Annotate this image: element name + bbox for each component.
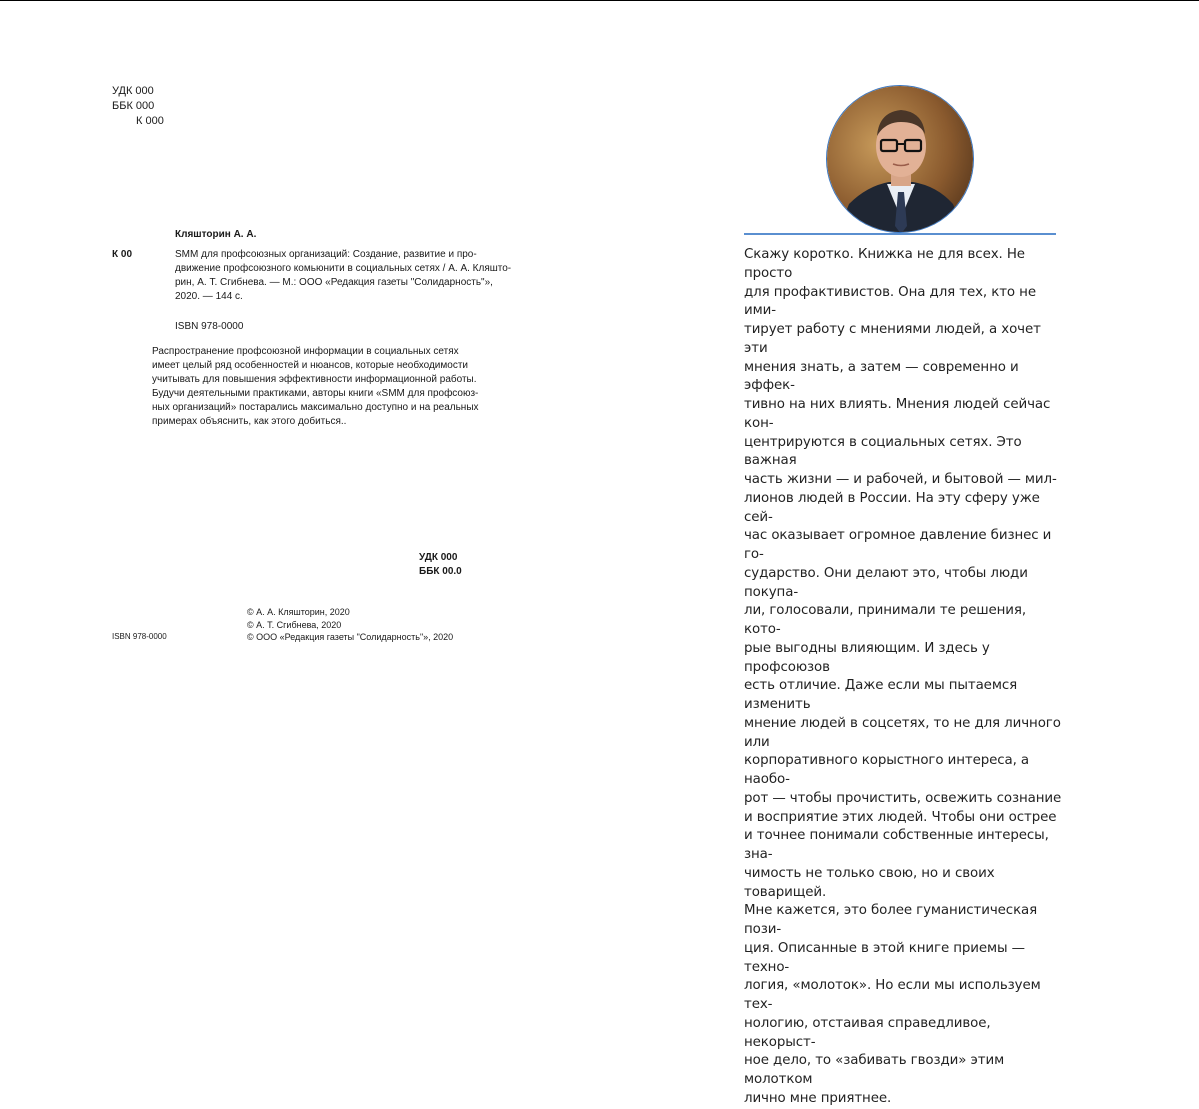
annotation: Распространение профсоюзной информации в социальных сетях имеет целый ряд особенностей и нюансов, которые необходимости учитывать для повышения эффективности информационной работы. Будучи деятельными практиками, авторы книги «SMM для профсоюз- ных организаций» постарались максимально доступно и на реальных примерах объяснить, как этого добиться.. xyxy=(152,346,479,427)
bbk-bottom-code: ББК 00.0 xyxy=(419,566,462,577)
foreword-text: Скажу коротко. Книжка не для всех. Не просто для профактивистов. Она для тех, кто не ими- тирует работу с мнениями людей, а хочет эти мнения знать, а затем — современно и эффек- тивно на них влиять. Мнения людей сейчас кон- центрируются в социальных сетях. Это важная часть жизни — и рабочей, и бытовой — мил- лионов людей в России. На эту сферу уже сей- час оказывает огромное давление бизнес и го- сударство. Они делают это, чтобы люди покупа- ли, голосовали, принимали те решения, кото- рые выгодны влияющим. И здесь у профсоюзов есть отличие. Даже если мы пытаемся изменить мнение людей в соцсетях, то не для личного или корпоративного корыстного интереса, а наобо- рот — чтобы прочистить, освежить сознание и восприятие этих людей. Чтобы они острее и точнее понимали собственные интересы, зна- чимость не только свою, но и своих товарищей. Мне кажется, это более гуманистическая пози- ция. Описанные в этой книге приемы — техно- логия, «молоток». Но если мы используем тех- нологию, отстаивая справедливое, некорыст- ное дело, то «забивать гвозди» этим молотком лично мне приятнее. xyxy=(744,247,1062,1106)
bbk-code: ББК 000 xyxy=(112,100,155,112)
right-page xyxy=(600,0,1199,1106)
author-name: Кляшторин А. А. xyxy=(175,229,257,240)
copyright-block xyxy=(247,606,453,644)
copyright-line: © А. А. Кляшторин, 2020 xyxy=(247,607,350,617)
author-mark-code: К 00 xyxy=(112,249,133,260)
author-mark: К 000 xyxy=(136,115,164,127)
copyright-line: © ООО «Редакция газеты "Солидарность"», 2020 xyxy=(247,632,454,642)
isbn-small: ISBN 978-0000 xyxy=(112,632,167,641)
left-page xyxy=(0,0,600,808)
bibliographic-description: SMM для профсоюзных организаций: Создание, развитие и про- движение профсоюзного комьюнити в социальных сетях / А. А. Кляшто- рин, А. Т. Сгибнева. — М.: ООО «Редакция газеты "Солидарность"», 2020. — 144 с. xyxy=(175,249,512,302)
copyright-line: © А. Т. Сгибнева, 2020 xyxy=(247,619,342,630)
udc-bottom-code: УДК 000 xyxy=(419,552,458,563)
udc-code: УДК 000 xyxy=(112,85,154,97)
udc-bottom-block xyxy=(419,551,462,579)
divider-line xyxy=(744,233,1056,235)
udc-block xyxy=(112,84,164,129)
isbn: ISBN 978-0000 xyxy=(175,321,244,332)
author-portrait xyxy=(826,85,974,233)
